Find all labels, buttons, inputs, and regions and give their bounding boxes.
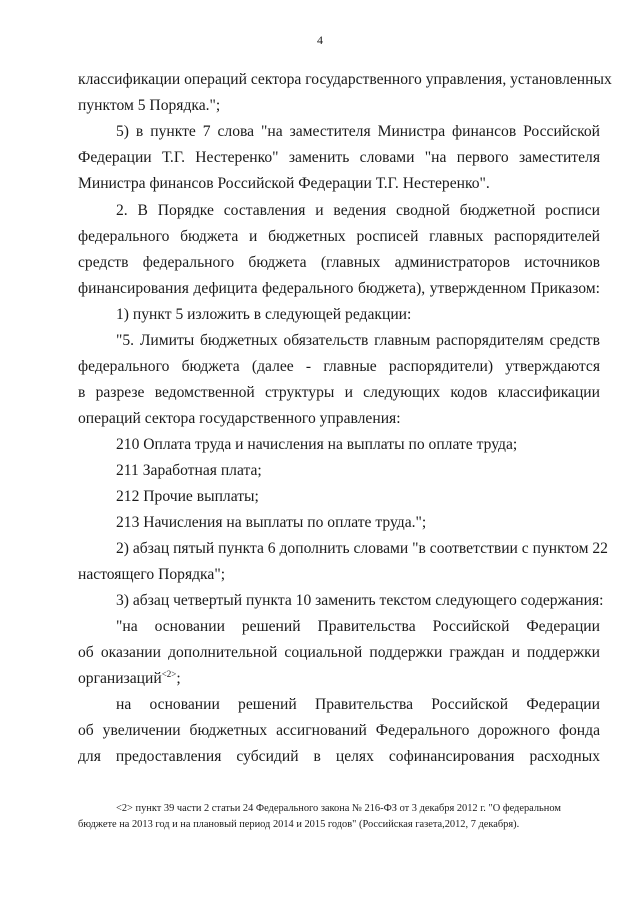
text-line: классификации операций сектора государственного управления, установленных [78,71,612,88]
text-line: 210 Оплата труда и начисления на выплаты по оплате труда; [116,436,518,453]
text-line [78,670,600,688]
text-line: Федерации Т.Г. Нестеренко" заменить словами "на первого заместителя [78,149,600,166]
text-line: 2) абзац пятый пункта 6 дополнить словами "в соответствии с пунктом 22 [116,540,608,557]
text-line: федерального бюджета и бюджетных росписей главных распорядителей [78,228,600,245]
text-fragment: организаций [78,670,162,687]
text-line: настоящего Порядка"; [78,566,226,583]
text-line: федерального бюджета (далее - главные распорядители) утверждаются [78,358,600,375]
text-line: об оказании дополнительной социальной поддержки граждан и поддержки [78,644,600,661]
text-line: "на основании решений Правительства Российской Федерации [116,618,600,635]
text-line: 211 Заработная плата; [116,462,262,479]
footnote-reference[interactable]: <2> [161,669,177,679]
text-line: на основании решений Правительства Российской Федерации [116,696,600,713]
footnote-line: бюджете на 2013 год и на плановый период 2014 и 2015 годов" (Российская газета,2012, 7 декабря). [78,819,520,830]
page-number: 4 [317,33,323,47]
text-line: 1) пункт 5 изложить в следующей редакции: [116,306,412,323]
text-line: об увеличении бюджетных ассигнований Федерального дорожного фонда [78,722,600,739]
text-line: финансирования дефицита федерального бюджета), утвержденном Приказом: [78,280,600,297]
text-line: Министра финансов Российской Федерации Т.Г. Нестеренко". [78,175,490,192]
text-line: пунктом 5 Порядка."; [78,97,221,114]
footnote-line: <2> пункт 39 части 2 статьи 24 Федерального закона № 216-ФЗ от 3 декабря 2012 г. "О федеральном [116,803,561,814]
text-line: 212 Прочие выплаты; [116,488,259,505]
text-line: 2. В Порядке составления и ведения сводной бюджетной росписи [116,202,600,219]
text-line: в разрезе ведомственной структуры и следующих кодов классификации [78,384,600,401]
text-line: 3) абзац четвертый пункта 10 заменить текстом следующего содержания: [116,592,604,609]
text-line: для предоставления субсидий в целях софинансирования расходных [78,748,600,765]
text-line: средств федерального бюджета (главных администраторов источников [78,254,600,271]
text-line: "5. Лимиты бюджетных обязательств главным распорядителям средств [116,332,600,349]
text-line: операций сектора государственного управления: [78,410,401,427]
text-line: 5) в пункте 7 слова "на заместителя Министра финансов Российской [116,123,600,140]
text-fragment: ; [176,670,181,687]
text-line: 213 Начисления на выплаты по оплате труда."; [116,514,427,531]
